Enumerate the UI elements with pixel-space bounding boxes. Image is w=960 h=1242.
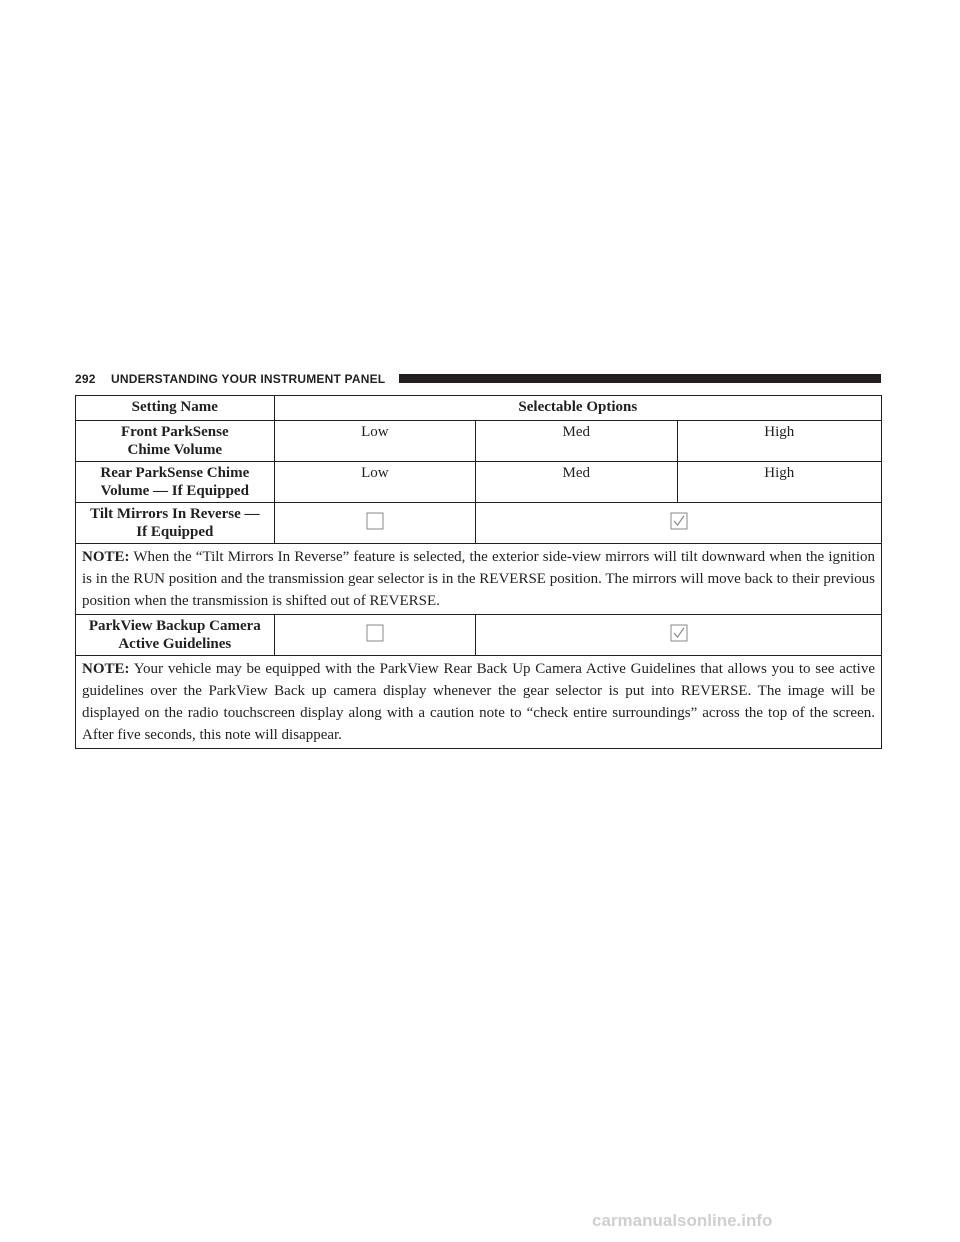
option-low: Low [274, 421, 475, 462]
note-tilt-mirrors [76, 544, 882, 615]
option-off-cell [274, 503, 475, 544]
setting-name-front-parksense [76, 421, 275, 462]
option-on-cell [476, 615, 882, 656]
column-header-selectable-options: Selectable Options [274, 396, 881, 421]
option-med: Med [476, 421, 677, 462]
note-parkview [76, 656, 882, 749]
column-header-setting-name: Setting Name [76, 396, 275, 421]
table-row [76, 421, 882, 462]
note-label: NOTE: [82, 661, 130, 677]
setting-name-line: If Equipped [136, 524, 214, 540]
setting-name-line: Chime Volume [127, 442, 223, 458]
setting-name-line: Volume — If Equipped [100, 483, 249, 499]
option-med: Med [476, 462, 677, 503]
table-row [76, 615, 882, 656]
note-row [76, 544, 882, 615]
setting-name-line: Tilt Mirrors In Reverse — [90, 506, 260, 522]
header-rule [399, 374, 881, 383]
settings-table [75, 395, 882, 749]
note-row [76, 656, 882, 749]
setting-name-rear-parksense [76, 462, 275, 503]
option-on-cell [476, 503, 882, 544]
page-header [75, 368, 881, 390]
unchecked-box-icon [366, 624, 384, 642]
section-title: UNDERSTANDING YOUR INSTRUMENT PANEL [111, 372, 386, 386]
setting-name-line: ParkView Backup Camera [88, 618, 261, 634]
note-text: Your vehicle may be equipped with the ParkView Rear Back Up Camera Active Guidelines that allows you to see active guidelines over the ParkView Back up camera display whenever the gear selector is put into REVERSE. The image will be displayed on the radio touchscreen display along with a caution note to “check entire surroundings” across the top of the screen. After five seconds, this note will disappear. [82, 661, 875, 743]
table-header-row [76, 396, 882, 421]
page-number: 292 [75, 372, 96, 386]
note-text: When the “Tilt Mirrors In Reverse” feature is selected, the exterior side-view mirrors will tilt downward when the ignition is in the RUN position and the transmission gear selector is in the REVERSE position. The mirrors will move back to their previous position when the transmission is shifted out of REVERSE. [82, 549, 875, 609]
setting-name-tilt-mirrors [76, 503, 275, 544]
checked-box-icon [670, 624, 688, 642]
note-label: NOTE: [82, 549, 130, 565]
option-low: Low [274, 462, 475, 503]
setting-name-parkview-guidelines [76, 615, 275, 656]
option-off-cell [274, 615, 475, 656]
watermark: carmanualsonline.info [592, 1211, 773, 1230]
checked-box-icon [670, 512, 688, 530]
table-row [76, 462, 882, 503]
option-high: High [677, 421, 881, 462]
table-row [76, 503, 882, 544]
setting-name-line: Active Guidelines [118, 636, 232, 652]
unchecked-box-icon [366, 512, 384, 530]
setting-name-line: Rear ParkSense Chime [100, 465, 250, 481]
option-high: High [677, 462, 881, 503]
setting-name-line: Front ParkSense [120, 424, 229, 440]
